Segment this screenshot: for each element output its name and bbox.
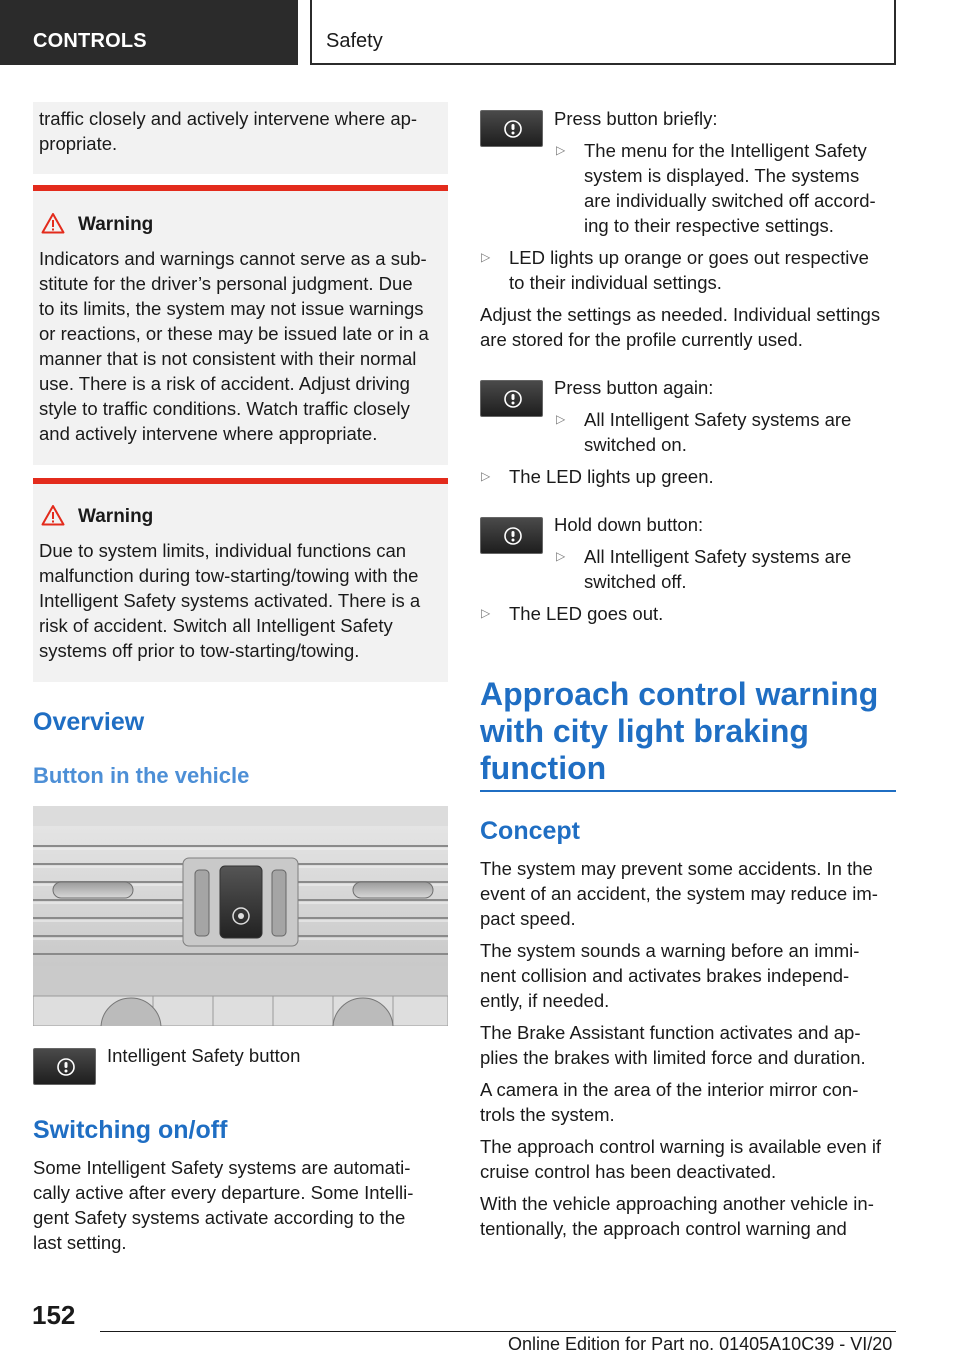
hold-bullet: The LED goes out. — [509, 603, 664, 624]
header-chapter-tab — [310, 0, 896, 65]
warning-title: Warning — [78, 214, 154, 235]
warning-title: Warning — [78, 506, 154, 527]
intelligent-safety-button-icon — [480, 380, 543, 417]
brief-sub-line: system is displayed. The systems — [584, 165, 860, 186]
concept-line: plies the brakes with limited force and duration. — [480, 1047, 866, 1068]
hold-sub-line: switched off. — [584, 571, 687, 592]
intelligent-safety-button-icon — [480, 110, 543, 147]
switching-line: cally active after every departure. Some Intelli- — [33, 1182, 414, 1203]
concept-line: pact speed. — [480, 908, 576, 929]
button-caption: Intelligent Safety button — [107, 1045, 301, 1066]
adjust-line: are stored for the profile currently used. — [480, 329, 803, 350]
concept-line: The system may prevent some accidents. In the — [480, 858, 873, 879]
section-heading-rule — [480, 790, 896, 792]
concept-line: trols the system. — [480, 1104, 615, 1125]
vehicle-console-photo — [33, 806, 448, 1026]
page-number: 152 — [32, 1300, 76, 1330]
concept-line: A camera in the area of the interior mirror con- — [480, 1079, 859, 1100]
bullet-triangle-icon: ▷ — [481, 469, 491, 483]
intro-line-2: propriate. — [39, 133, 118, 154]
footer-edition: Online Edition for Part no. 01405A10C39 - VI/20 — [508, 1334, 893, 1354]
again-sub-line: switched on. — [584, 434, 687, 455]
concept-line: The system sounds a warning before an immi- — [480, 940, 860, 961]
switching-heading: Switching on/off — [33, 1116, 228, 1144]
press-again-label: Press button again: — [554, 377, 714, 398]
warning-line: and actively intervene where appropriate. — [39, 423, 378, 444]
hold-down-label: Hold down button: — [554, 514, 704, 535]
switching-line: last setting. — [33, 1232, 127, 1253]
bullet-triangle-icon: ▷ — [556, 143, 566, 157]
warning-line: Due to system limits, individual functions can — [39, 540, 407, 561]
bullet-triangle-icon: ▷ — [481, 250, 491, 264]
footer-rule — [100, 1331, 896, 1332]
section-heading-line: with city light braking — [480, 713, 809, 749]
concept-line: tentionally, the approach control warning and — [480, 1218, 847, 1239]
concept-line: The approach control warning is available even if — [480, 1136, 882, 1157]
brief-bullet-line: to their individual settings. — [509, 272, 722, 293]
concept-line: The Brake Assistant function activates and ap- — [480, 1022, 861, 1043]
brief-sub-line: The menu for the Intelligent Safety — [584, 140, 867, 161]
bullet-triangle-icon: ▷ — [556, 549, 566, 563]
intelligent-safety-button-icon — [33, 1048, 96, 1085]
warning-line: style to traffic conditions. Watch traffic closely — [39, 398, 410, 419]
warning-line: Intelligent Safety systems activated. There is a — [39, 590, 421, 611]
brief-bullet-line: LED lights up orange or goes out respective — [509, 247, 869, 268]
warning-line: Indicators and warnings cannot serve as a sub- — [39, 248, 427, 269]
hold-sub-line: All Intelligent Safety systems are — [584, 546, 852, 567]
warning-line: systems off prior to tow-starting/towing. — [39, 640, 360, 661]
switching-line: gent Safety systems activate according to the — [33, 1207, 406, 1228]
warning-line: stitute for the driver’s personal judgment. Due — [39, 273, 413, 294]
overview-heading: Overview — [33, 708, 145, 736]
concept-line: nent collision and activates brakes independ- — [480, 965, 850, 986]
brief-sub-line: ing to their respective settings. — [584, 215, 834, 236]
warning-triangle-icon — [41, 504, 65, 526]
warning-line: manner that is not consistent with their normal — [39, 348, 417, 369]
concept-line: ently, if needed. — [480, 990, 610, 1011]
again-sub-line: All Intelligent Safety systems are — [584, 409, 852, 430]
concept-heading: Concept — [480, 817, 580, 845]
brief-sub-line: are individually switched off accord- — [584, 190, 876, 211]
warning-line: risk of accident. Switch all Intelligent Safety — [39, 615, 393, 636]
concept-line: cruise control has been deactivated. — [480, 1161, 777, 1182]
header-section-tab — [0, 0, 298, 65]
warning-line: use. There is a risk of accident. Adjust driving — [39, 373, 410, 394]
warning-triangle-icon — [41, 212, 65, 234]
intro-line-1: traffic closely and actively intervene where ap- — [39, 108, 418, 129]
concept-line: event of an accident, the system may reduce im- — [480, 883, 878, 904]
intelligent-safety-button-icon — [480, 517, 543, 554]
header-section-label: CONTROLS — [33, 30, 147, 52]
warning-line: to its limits, the system may not issue warnings — [39, 298, 424, 319]
section-heading-line: function — [480, 750, 607, 786]
again-bullet: The LED lights up green. — [509, 466, 714, 487]
button-in-vehicle-heading: Button in the vehicle — [33, 763, 250, 788]
header-chapter-label: Safety — [326, 30, 383, 52]
section-heading-line: Approach control warning — [480, 676, 879, 712]
adjust-line: Adjust the settings as needed. Individual settings — [480, 304, 881, 325]
switching-line: Some Intelligent Safety systems are automati- — [33, 1157, 411, 1178]
bullet-triangle-icon: ▷ — [556, 412, 566, 426]
warning-line: malfunction during tow-starting/towing with the — [39, 565, 419, 586]
bullet-triangle-icon: ▷ — [481, 606, 491, 620]
warning-line: or reactions, or these may be issued late or in a — [39, 323, 429, 344]
concept-line: With the vehicle approaching another vehicle in- — [480, 1193, 874, 1214]
press-briefly-label: Press button briefly: — [554, 108, 718, 129]
